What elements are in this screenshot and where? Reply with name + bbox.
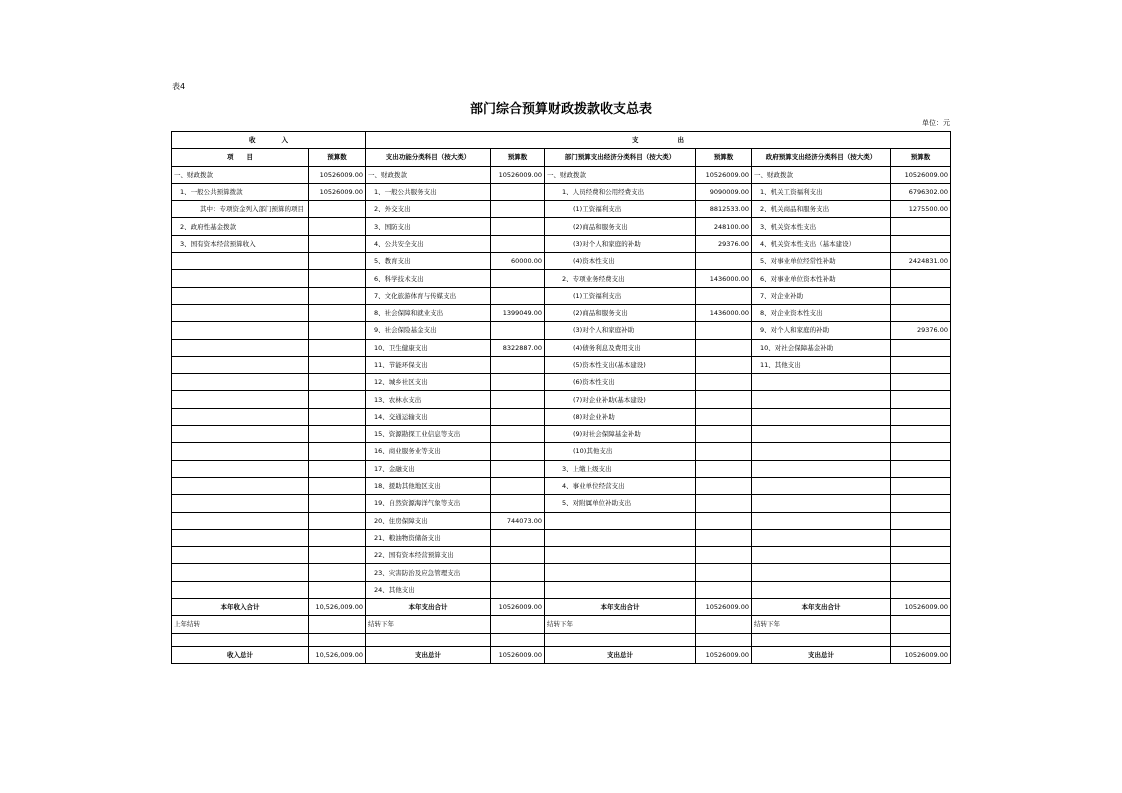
item-cell: 9、对个人和家庭的补助 [752, 322, 891, 339]
budget-amount-cell: 10526009.00 [309, 166, 366, 183]
budget-amount-cell [309, 356, 366, 373]
budget-amount-cell [309, 495, 366, 512]
column-header: 部门预算支出经济分类科目（按大类） [545, 149, 696, 166]
budget-amount-cell [491, 235, 545, 252]
budget-amount-cell: 29376.00 [891, 322, 951, 339]
empty-cell [752, 633, 891, 646]
item-cell [172, 564, 309, 581]
budget-amount-cell [696, 374, 752, 391]
item-cell [172, 547, 309, 564]
budget-amount-cell [491, 460, 545, 477]
empty-cell [545, 633, 696, 646]
column-header-row [172, 149, 951, 166]
column-header: 政府预算支出经济分类科目（按大类） [752, 149, 891, 166]
item-cell: 8、社会保障和就业支出 [366, 304, 491, 321]
item-cell [172, 512, 309, 529]
item-cell [172, 529, 309, 546]
item-cell [752, 547, 891, 564]
unit-label: 单位：元 [922, 119, 950, 127]
item-cell: 2、政府性基金拨款 [172, 218, 309, 235]
total-label-cell: 支出总计 [752, 646, 891, 663]
budget-amount-cell: 248100.00 [696, 218, 752, 235]
table-row [172, 529, 951, 546]
item-cell: 1、一般公共预算拨款 [172, 183, 309, 200]
item-cell: 10、卫生健康支出 [366, 339, 491, 356]
item-cell: 3、机关资本性支出 [752, 218, 891, 235]
table-row [172, 495, 951, 512]
budget-amount-cell [309, 564, 366, 581]
item-cell [752, 529, 891, 546]
total-amount-cell: 10526009.00 [491, 646, 545, 663]
total-amount-cell [309, 616, 366, 633]
item-cell [172, 581, 309, 598]
item-cell: 1、机关工资福利支出 [752, 183, 891, 200]
column-header: 预算数 [891, 149, 951, 166]
item-cell: 5、对事业单位经常性补助 [752, 253, 891, 270]
item-cell: 21、粮油物资储备支出 [366, 529, 491, 546]
total-label-cell: 本年收入合计 [172, 599, 309, 616]
budget-amount-cell [309, 529, 366, 546]
budget-amount-cell [309, 391, 366, 408]
total-label-cell: 本年支出合计 [545, 599, 696, 616]
section-header-row [172, 132, 951, 149]
item-cell: 一、财政拨款 [172, 166, 309, 183]
budget-amount-cell [891, 443, 951, 460]
budget-table [171, 131, 951, 664]
budget-amount-cell [891, 529, 951, 546]
item-cell [752, 391, 891, 408]
total-amount-cell: 10526009.00 [491, 599, 545, 616]
item-cell: (7)对企业补助(基本建设) [545, 391, 696, 408]
expense-header: 支 出 [366, 132, 951, 149]
item-cell [752, 512, 891, 529]
item-cell [172, 374, 309, 391]
item-cell [752, 426, 891, 443]
item-cell: (1)工资福利支出 [545, 287, 696, 304]
budget-amount-cell: 8322887.00 [491, 339, 545, 356]
empty-cell [366, 633, 491, 646]
budget-amount-cell: 10526009.00 [891, 166, 951, 183]
spacer-row [172, 633, 951, 646]
budget-amount-cell [891, 426, 951, 443]
budget-amount-cell [491, 529, 545, 546]
item-cell: (5)资本性支出(基本建设) [545, 356, 696, 373]
budget-amount-cell [309, 512, 366, 529]
item-cell: 22、国有资本经营预算支出 [366, 547, 491, 564]
carry-over-row [172, 616, 951, 633]
budget-amount-cell [309, 287, 366, 304]
item-cell: 19、自然资源海洋气象等支出 [366, 495, 491, 512]
total-label-cell: 支出总计 [545, 646, 696, 663]
item-cell: 4、事业单位经营支出 [545, 477, 696, 494]
table-row [172, 512, 951, 529]
budget-amount-cell [491, 443, 545, 460]
budget-amount-cell [696, 253, 752, 270]
total-amount-cell: 10526009.00 [696, 646, 752, 663]
budget-amount-cell [309, 253, 366, 270]
budget-amount-cell [491, 183, 545, 200]
budget-amount-cell [891, 391, 951, 408]
table-row [172, 477, 951, 494]
budget-amount-cell: 744073.00 [491, 512, 545, 529]
budget-amount-cell: 10526009.00 [696, 166, 752, 183]
item-cell: 16、商业服务业等支出 [366, 443, 491, 460]
total-label-cell: 结转下年 [752, 616, 891, 633]
item-cell [752, 374, 891, 391]
table-row [172, 287, 951, 304]
budget-amount-cell: 6796302.00 [891, 183, 951, 200]
budget-amount-cell: 8812533.00 [696, 201, 752, 218]
item-cell [752, 564, 891, 581]
budget-amount-cell [491, 322, 545, 339]
item-cell [172, 408, 309, 425]
budget-amount-cell [491, 270, 545, 287]
budget-amount-cell [309, 322, 366, 339]
item-cell: 6、科学技术支出 [366, 270, 491, 287]
item-cell: 11、其他支出 [752, 356, 891, 373]
empty-cell [696, 633, 752, 646]
item-cell [172, 477, 309, 494]
budget-amount-cell [309, 443, 366, 460]
item-cell: 24、其他支出 [366, 581, 491, 598]
total-label-cell: 收入总计 [172, 646, 309, 663]
item-cell [172, 443, 309, 460]
item-cell: 13、农林水支出 [366, 391, 491, 408]
item-cell [172, 356, 309, 373]
budget-amount-cell [891, 356, 951, 373]
empty-cell [891, 633, 951, 646]
table-row [172, 166, 951, 183]
budget-amount-cell [491, 564, 545, 581]
budget-amount-cell [891, 460, 951, 477]
budget-amount-cell [696, 477, 752, 494]
table-row [172, 564, 951, 581]
empty-cell [309, 633, 366, 646]
budget-amount-cell [696, 408, 752, 425]
table-row [172, 218, 951, 235]
item-cell [172, 460, 309, 477]
budget-amount-cell [491, 426, 545, 443]
table-row [172, 270, 951, 287]
budget-amount-cell: 1436000.00 [696, 270, 752, 287]
item-cell [172, 495, 309, 512]
item-cell: 6、对事业单位资本性补助 [752, 270, 891, 287]
item-cell: 10、对社会保障基金补助 [752, 339, 891, 356]
total-amount-cell: 10526009.00 [696, 599, 752, 616]
budget-amount-cell [696, 460, 752, 477]
item-cell [752, 495, 891, 512]
item-cell [172, 270, 309, 287]
item-cell: 15、资源勘探工业信息等支出 [366, 426, 491, 443]
item-cell: 20、住房保障支出 [366, 512, 491, 529]
item-cell: (3)对个人和家庭的补助 [545, 235, 696, 252]
budget-amount-cell [891, 218, 951, 235]
item-cell: 3、国防支出 [366, 218, 491, 235]
item-cell: 2、专项业务经费支出 [545, 270, 696, 287]
budget-amount-cell [309, 477, 366, 494]
item-cell [545, 547, 696, 564]
item-cell: 18、援助其他地区支出 [366, 477, 491, 494]
item-cell [172, 304, 309, 321]
total-amount-cell [891, 616, 951, 633]
total-label-cell: 本年支出合计 [752, 599, 891, 616]
budget-amount-cell [309, 339, 366, 356]
budget-amount-cell [309, 218, 366, 235]
total-amount-cell [696, 616, 752, 633]
item-cell: 12、城乡社区支出 [366, 374, 491, 391]
budget-amount-cell [696, 426, 752, 443]
budget-amount-cell [891, 547, 951, 564]
column-header: 预算数 [696, 149, 752, 166]
budget-amount-cell [696, 391, 752, 408]
budget-amount-cell [491, 218, 545, 235]
budget-amount-cell [696, 581, 752, 598]
total-amount-cell [491, 616, 545, 633]
budget-amount-cell [696, 495, 752, 512]
budget-amount-cell [891, 304, 951, 321]
item-cell: (8)对企业补助 [545, 408, 696, 425]
item-cell [172, 322, 309, 339]
budget-amount-cell [309, 201, 366, 218]
item-cell: 11、节能环保支出 [366, 356, 491, 373]
item-cell [172, 391, 309, 408]
item-cell [172, 339, 309, 356]
table-row [172, 374, 951, 391]
total-amount-cell: 10,526,009.00 [309, 646, 366, 663]
item-cell: (2)商品和服务支出 [545, 304, 696, 321]
item-cell [545, 564, 696, 581]
item-cell: 3、国有资本经营预算收入 [172, 235, 309, 252]
item-cell: 7、文化旅游体育与传媒支出 [366, 287, 491, 304]
table-row [172, 426, 951, 443]
year-total-row [172, 599, 951, 616]
item-cell: (10)其他支出 [545, 443, 696, 460]
table-row [172, 460, 951, 477]
budget-amount-cell: 10526009.00 [309, 183, 366, 200]
item-cell [752, 460, 891, 477]
page-title: 部门综合预算财政拨款收支总表 [469, 102, 652, 117]
total-label-cell: 上年结转 [172, 616, 309, 633]
item-cell: (4)资本性支出 [545, 253, 696, 270]
income-header: 收 入 [172, 132, 366, 149]
item-cell: (1)工资福利支出 [545, 201, 696, 218]
budget-amount-cell: 1436000.00 [696, 304, 752, 321]
item-cell: (3)对个人和家庭补助 [545, 322, 696, 339]
budget-amount-cell [309, 304, 366, 321]
item-cell: 5、对附属单位补助支出 [545, 495, 696, 512]
budget-amount-cell [891, 495, 951, 512]
item-cell: 2、外交支出 [366, 201, 491, 218]
total-label-cell: 支出总计 [366, 646, 491, 663]
budget-amount-cell [696, 564, 752, 581]
table-row [172, 547, 951, 564]
item-cell: 其中：专项资金列入部门预算的项目 [172, 201, 309, 218]
item-cell [172, 253, 309, 270]
table-row [172, 183, 951, 200]
budget-amount-cell: 1275500.00 [891, 201, 951, 218]
column-header: 预算数 [309, 149, 366, 166]
total-amount-cell: 10526009.00 [891, 646, 951, 663]
budget-amount-cell [309, 374, 366, 391]
item-cell [545, 581, 696, 598]
budget-amount-cell [696, 547, 752, 564]
empty-cell [491, 633, 545, 646]
item-cell [752, 443, 891, 460]
column-header: 项 目 [172, 149, 309, 166]
item-cell: 5、教育支出 [366, 253, 491, 270]
budget-amount-cell [696, 529, 752, 546]
budget-amount-cell [491, 581, 545, 598]
item-cell: 3、上缴上级支出 [545, 460, 696, 477]
budget-amount-cell [891, 270, 951, 287]
item-cell: 17、金融支出 [366, 460, 491, 477]
budget-amount-cell [891, 235, 951, 252]
budget-amount-cell [309, 235, 366, 252]
table-row [172, 201, 951, 218]
budget-amount-cell [309, 547, 366, 564]
budget-amount-cell [491, 495, 545, 512]
table-row [172, 391, 951, 408]
item-cell: 4、机关资本性支出（基本建设） [752, 235, 891, 252]
budget-amount-cell: 9090009.00 [696, 183, 752, 200]
item-cell [752, 408, 891, 425]
column-header: 预算数 [491, 149, 545, 166]
item-cell [545, 512, 696, 529]
item-cell: 14、交通运输支出 [366, 408, 491, 425]
budget-amount-cell [491, 391, 545, 408]
total-label-cell: 本年支出合计 [366, 599, 491, 616]
budget-amount-cell: 29376.00 [696, 235, 752, 252]
item-cell: 一、财政拨款 [752, 166, 891, 183]
item-cell: 23、灾害防治及应急管理支出 [366, 564, 491, 581]
item-cell: (9)对社会保障基金补助 [545, 426, 696, 443]
item-cell: 2、机关商品和服务支出 [752, 201, 891, 218]
budget-amount-cell: 2424831.00 [891, 253, 951, 270]
budget-amount-cell [696, 443, 752, 460]
budget-amount-cell: 1399049.00 [491, 304, 545, 321]
item-cell [545, 529, 696, 546]
budget-amount-cell [696, 287, 752, 304]
budget-amount-cell [491, 547, 545, 564]
budget-amount-cell [891, 339, 951, 356]
total-label-cell: 结转下年 [366, 616, 491, 633]
budget-amount-cell [491, 356, 545, 373]
table-row [172, 408, 951, 425]
budget-amount-cell [696, 512, 752, 529]
budget-amount-cell [309, 581, 366, 598]
table-row [172, 356, 951, 373]
budget-amount-cell [891, 512, 951, 529]
table-row [172, 322, 951, 339]
sheet-label: 表4 [172, 82, 186, 91]
budget-amount-cell [891, 374, 951, 391]
item-cell: 7、对企业补助 [752, 287, 891, 304]
item-cell: 4、公共安全支出 [366, 235, 491, 252]
table-row [172, 581, 951, 598]
budget-amount-cell [696, 322, 752, 339]
budget-amount-cell [891, 581, 951, 598]
table-row [172, 304, 951, 321]
total-label-cell: 结转下年 [545, 616, 696, 633]
budget-amount-cell [491, 287, 545, 304]
item-cell [752, 477, 891, 494]
budget-amount-cell [696, 339, 752, 356]
budget-amount-cell [491, 408, 545, 425]
budget-amount-cell [491, 374, 545, 391]
table-row [172, 339, 951, 356]
item-cell [752, 581, 891, 598]
budget-amount-cell [491, 477, 545, 494]
item-cell: 一、财政拨款 [545, 166, 696, 183]
empty-cell [172, 633, 309, 646]
total-amount-cell: 10,526,009.00 [309, 599, 366, 616]
budget-amount-cell [891, 477, 951, 494]
grand-total-row [172, 646, 951, 663]
budget-amount-cell: 10526009.00 [491, 166, 545, 183]
budget-amount-cell [891, 408, 951, 425]
budget-amount-cell [891, 564, 951, 581]
budget-amount-cell [491, 201, 545, 218]
item-cell [172, 426, 309, 443]
column-header: 支出功能分类科目（按大类） [366, 149, 491, 166]
table-row [172, 443, 951, 460]
item-cell: (2)商品和服务支出 [545, 218, 696, 235]
item-cell [172, 287, 309, 304]
item-cell: 1、一般公共服务支出 [366, 183, 491, 200]
item-cell: 1、人员经费和公用经费支出 [545, 183, 696, 200]
budget-amount-cell [309, 426, 366, 443]
budget-amount-cell [309, 460, 366, 477]
budget-amount-cell [891, 287, 951, 304]
item-cell: 一、财政拨款 [366, 166, 491, 183]
item-cell: (4)债务利息及费用支出 [545, 339, 696, 356]
budget-amount-cell: 60000.00 [491, 253, 545, 270]
budget-amount-cell [309, 408, 366, 425]
item-cell: 8、对企业资本性支出 [752, 304, 891, 321]
item-cell: (6)资本性支出 [545, 374, 696, 391]
total-amount-cell: 10526009.00 [891, 599, 951, 616]
table-row [172, 235, 951, 252]
item-cell: 9、社会保险基金支出 [366, 322, 491, 339]
budget-amount-cell [309, 270, 366, 287]
budget-amount-cell [696, 356, 752, 373]
table-row [172, 253, 951, 270]
